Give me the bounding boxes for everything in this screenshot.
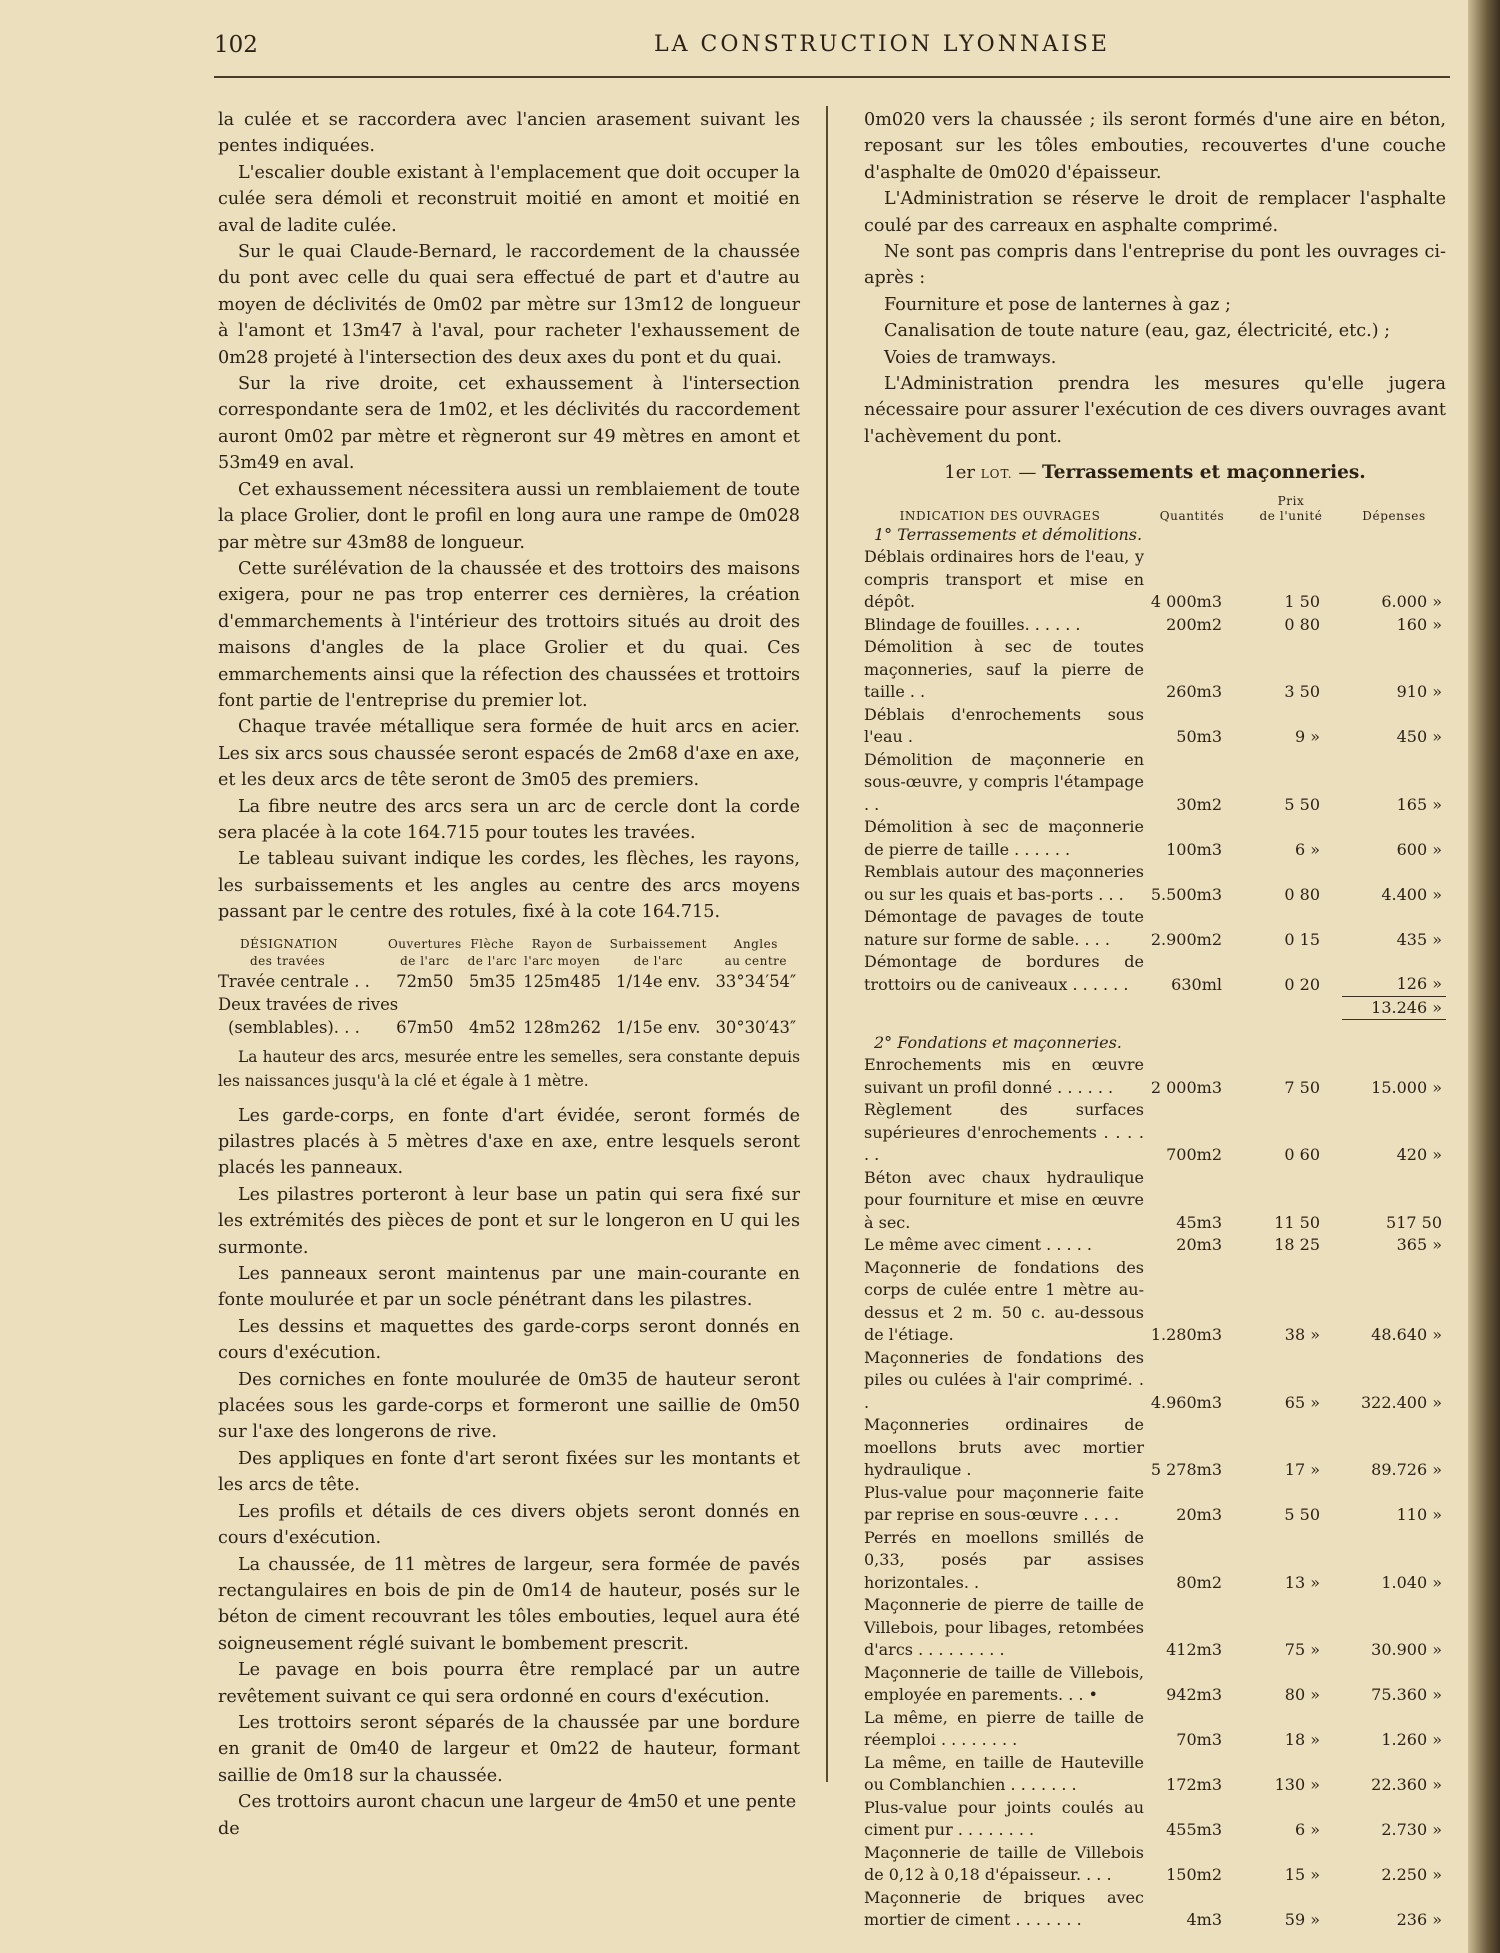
fleche-value: 4m52 xyxy=(468,1017,516,1037)
paragraph: Cet exhaussement nécessitera aussi un remblaiement de toute la place Grolier, dont le profil en long aura une rampe de 0m028 par mètre sur 43m88 de longueur. xyxy=(218,479,800,553)
unit-price-value: 7 50 xyxy=(1284,1077,1320,1097)
quantity-value: 260m3 xyxy=(1166,682,1222,702)
expense-value: 126 » xyxy=(1396,974,1442,994)
table-row xyxy=(856,861,1446,906)
header-surbaissement-2: de l'arc xyxy=(633,953,683,968)
table-row xyxy=(856,1527,1446,1595)
work-description: Enrochements mis en œuvre suivant un profil donné . . . . . . xyxy=(864,1055,1144,1097)
quantity-value: 50m3 xyxy=(1176,727,1222,747)
quantity-value: 5 278m3 xyxy=(1150,1460,1222,1480)
header-rayon-2: l'arc moyen xyxy=(523,953,601,968)
paragraph: Les trottoirs seront séparés de la chaussée par une bordure en granit de 0m40 de largeur et 0m22 de hauteur, formant saillie de 0m18 sur la chaussée. xyxy=(218,1712,800,1786)
unit-price-value: 9 » xyxy=(1294,727,1320,747)
expense-value: 48.640 » xyxy=(1371,1325,1442,1345)
spacer-row xyxy=(856,1020,1446,1032)
left-column xyxy=(218,107,800,1842)
unit-price-value: 13 » xyxy=(1284,1572,1320,1592)
expense-value: 420 » xyxy=(1396,1145,1442,1165)
total-spacer xyxy=(1144,996,1240,1020)
table-row xyxy=(856,1234,1446,1257)
table-row xyxy=(856,1752,1446,1797)
work-description: Déblais ordinaires hors de l'eau, y compris transport et mise en dépôt. xyxy=(864,547,1144,612)
work-description: Démontage de bordures de trottoirs ou de caniveaux . . . . . . xyxy=(864,952,1144,994)
header-angles: Angles xyxy=(733,936,778,951)
table-row xyxy=(856,546,1446,614)
expense-value: 110 » xyxy=(1396,1505,1442,1525)
works-table xyxy=(856,494,1446,1932)
unit-price-value: 18 25 xyxy=(1274,1235,1320,1255)
header-ouvertures: Ouvertures xyxy=(387,936,462,951)
header-quantites: Quantités xyxy=(1159,508,1225,523)
paragraph: La chaussée, de 11 mètres de largeur, sera formée de pavés rectangulaires en bois de pin de 0m14 de hauteur, posés sur le béton de ciment recouvrant les tôles embouties, lequel aura été soigneusement réglé suivant le bombement prescrit. xyxy=(218,1554,800,1654)
work-description: Démontage de pavages de toute nature sur forme de sable. . . . xyxy=(864,907,1144,949)
rayon-value: 125m485 xyxy=(523,971,602,991)
paragraph: Des appliques en fonte d'art seront fixées sur les montants et les arcs de tête. xyxy=(218,1448,800,1496)
expense-value: 236 » xyxy=(1396,1910,1442,1930)
works-table-header xyxy=(856,509,1446,524)
paragraph: Des corniches en fonte moulurée de 0m35 de hauteur seront placées sous les garde-corps et formeront une saillie de 0m50 sur l'axe des longerons de rive. xyxy=(218,1369,800,1443)
table-row xyxy=(856,951,1446,996)
table-row xyxy=(856,749,1446,817)
expense-value: 30.900 » xyxy=(1371,1640,1442,1660)
expense-value: 910 » xyxy=(1396,682,1442,702)
quantity-value: 80m2 xyxy=(1176,1572,1222,1592)
unit-price-value: 38 » xyxy=(1284,1325,1320,1345)
works-table-header xyxy=(856,494,1446,509)
table-row xyxy=(856,1482,1446,1527)
quantity-value: 1.280m3 xyxy=(1150,1325,1222,1345)
unit-price-value: 130 » xyxy=(1274,1775,1320,1795)
work-description: Maçonnerie de briques avec mortier de ciment . . . . . . . xyxy=(864,1887,1144,1930)
quantity-value: 630ml xyxy=(1171,974,1222,994)
section-heading: 1° Terrassements et démolitions. xyxy=(874,524,1143,544)
expense-value: 322.400 » xyxy=(1360,1392,1442,1412)
table-note: La hauteur des arcs, mesurée entre les semelles, sera constante depuis les naissances jusqu'à la clé et égale à 1 mètre. xyxy=(218,1047,800,1090)
fleche-value: 5m35 xyxy=(468,971,516,991)
table-row xyxy=(856,614,1446,637)
table-row xyxy=(856,1054,1446,1099)
quantity-value: 45m3 xyxy=(1176,1212,1222,1232)
work-description: Le même avec ciment . . . . . xyxy=(864,1235,1092,1255)
section-row xyxy=(856,1032,1446,1055)
quantity-value: 20m3 xyxy=(1176,1505,1222,1525)
work-description: La même, en taille de Hauteville ou Comblanchien . . . . . . . xyxy=(864,1752,1144,1795)
travee-name: Travée centrale . . xyxy=(218,971,370,991)
table-row xyxy=(856,636,1446,704)
paragraph: Les pilastres porteront à leur base un patin qui sera fixé sur les extrémités des pièces de pont et sur le longeron en U qui les surmonte. xyxy=(218,1184,800,1258)
table-row xyxy=(856,1167,1446,1235)
unit-price-value: 3 50 xyxy=(1284,682,1320,702)
header-indication: INDICATION DES OUVRAGES xyxy=(899,508,1101,523)
table-row xyxy=(856,1842,1446,1887)
expense-value: 165 » xyxy=(1396,794,1442,814)
table-row xyxy=(856,1887,1446,1932)
surbaissement-value: 1/15e env. xyxy=(616,1017,701,1037)
section-heading: 2° Fondations et maçonneries. xyxy=(874,1032,1122,1052)
unit-price-value: 6 » xyxy=(1294,1820,1320,1840)
quantity-value: 4 000m3 xyxy=(1150,592,1222,612)
quantity-value: 5.500m3 xyxy=(1150,884,1222,904)
work-description: Maçonnerie de taille de Villebois de 0,12 à 0,18 d'épaisseur. . . . xyxy=(864,1842,1144,1885)
book-gutter-shadow xyxy=(1468,0,1500,1953)
expense-value: 365 » xyxy=(1396,1235,1442,1255)
quantity-value: 150m2 xyxy=(1166,1865,1222,1885)
paragraph: Le tableau suivant indique les cordes, les flèches, les rayons, les surbaissements et les angles au centre des arcs moyens passant par le centre des rotules, fixé à la cote 164.715. xyxy=(218,849,800,923)
expense-value: 517 50 xyxy=(1386,1212,1442,1232)
table-row xyxy=(856,1797,1446,1842)
work-description: Plus-value pour joints coulés au ciment pur . . . . . . . . xyxy=(864,1797,1144,1840)
surbaissement-value: 1/14e env. xyxy=(616,971,701,991)
work-description: Maçonneries de fondations des piles ou culées à l'air comprimé. . . xyxy=(864,1347,1144,1412)
arcs-table xyxy=(218,936,800,1039)
header-designation-2: des travées xyxy=(250,953,326,968)
expense-value: 435 » xyxy=(1396,929,1442,949)
arcs-table-header xyxy=(218,936,800,953)
work-description: Béton avec chaux hydraulique pour fourniture et mise en œuvre à sec. xyxy=(864,1167,1144,1232)
header-ouvertures-2: de l'arc xyxy=(400,953,450,968)
quantity-value: 200m2 xyxy=(1166,614,1222,634)
paragraph: Les profils et détails de ces divers objets seront donnés en cours d'exécution. xyxy=(218,1501,800,1549)
expense-value: 160 » xyxy=(1396,614,1442,634)
expense-value: 450 » xyxy=(1396,727,1442,747)
header-rule xyxy=(214,76,1450,78)
work-description: Blindage de fouilles. . . . . . xyxy=(864,614,1081,634)
unit-price-value: 0 20 xyxy=(1284,974,1320,994)
expense-value: 15.000 » xyxy=(1371,1077,1442,1097)
expense-value: 2.730 » xyxy=(1381,1820,1442,1840)
work-description: Maçonnerie de taille de Villebois, employée en parements. . . • xyxy=(864,1662,1144,1705)
table-row xyxy=(856,816,1446,861)
list-item: Voies de tramways. xyxy=(884,347,1057,368)
quantity-value: 2 000m3 xyxy=(1150,1077,1222,1097)
paragraph: L'Administration prendra les mesures qu'elle jugera nécessaire pour assurer l'exécution de ces divers ouvrages avant l'achèvement du pont. xyxy=(864,374,1446,447)
quantity-value: 942m3 xyxy=(1166,1685,1222,1705)
paragraph: La fibre neutre des arcs sera un arc de cercle dont la corde sera placée à la cote 164.715 pour toutes les travées. xyxy=(218,796,800,843)
work-description: Plus-value pour maçonnerie faite par reprise en sous-œuvre . . . . xyxy=(864,1482,1144,1525)
table-row xyxy=(856,1662,1446,1707)
unit-price-value: 0 60 xyxy=(1284,1145,1320,1165)
quantity-value: 455m3 xyxy=(1166,1820,1222,1840)
list-item: Fourniture et pose de lanternes à gaz ; xyxy=(884,294,1231,315)
travee-name: (semblables). . . xyxy=(228,1017,360,1037)
rayon-value: 128m262 xyxy=(523,1017,602,1037)
page-number: 102 xyxy=(214,32,258,58)
quantity-value: 2.900m2 xyxy=(1150,929,1222,949)
paragraph: la culée et se raccordera avec l'ancien arasement suivant les pentes indiquées. xyxy=(218,110,800,157)
spacer-cell xyxy=(856,1020,1144,1032)
quantity-value: 172m3 xyxy=(1166,1775,1222,1795)
table-row xyxy=(856,1414,1446,1482)
unit-price-value: 11 50 xyxy=(1274,1212,1320,1232)
quantity-value: 100m3 xyxy=(1166,839,1222,859)
work-description: Maçonneries ordinaires de moellons bruts avec mortier hydraulique . xyxy=(864,1415,1144,1480)
lot-title xyxy=(864,460,1446,487)
paragraph: Ne sont pas compris dans l'entreprise du pont les ouvrages ci-après : xyxy=(864,242,1446,289)
expense-value: 2.250 » xyxy=(1381,1865,1442,1885)
paragraph: L'Administration se réserve le droit de remplacer l'asphalte coulé par des carreaux en asphalte comprimé. xyxy=(864,189,1446,236)
expense-value: 1.040 » xyxy=(1381,1572,1442,1592)
quantity-value: 30m2 xyxy=(1176,794,1222,814)
unit-price-value: 65 » xyxy=(1284,1392,1320,1412)
lot-word: LOT. xyxy=(980,467,1013,482)
unit-price-value: 1 50 xyxy=(1284,592,1320,612)
header-rayon: Rayon de xyxy=(531,936,593,951)
work-description: Déblais d'enrochements sous l'eau . xyxy=(864,704,1144,747)
header-angles-2: au centre xyxy=(724,953,787,968)
quantity-value: 20m3 xyxy=(1176,1235,1222,1255)
paragraph: Sur le quai Claude-Bernard, le raccordement de la chaussée du pont avec celle du quai sera effectué de part et d'autre au moyen de déclivités de 0m02 par mètre sur 13m12 de longueur à l'amont et 13m47 à l'aval, pour racheter l'exhaussement de 0m28 projeté à l'intersection des deux axes du pont et du quai. xyxy=(218,242,800,368)
lot-number: 1er xyxy=(944,462,975,484)
paragraph: Chaque travée métallique sera formée de huit arcs en acier. Les six arcs sous chaussée seront espacés de 2m68 d'axe en axe, et les deux arcs de tête seront de 3m05 des premiers. xyxy=(218,717,800,791)
unit-price-value: 6 » xyxy=(1294,839,1320,859)
paragraph: Ces trottoirs auront chacun une largeur de 4m50 et une pente de xyxy=(218,1792,797,1839)
work-description: Remblais autour des maçonneries ou sur les quais et bas-ports . . . xyxy=(864,862,1144,904)
table-row xyxy=(856,1347,1446,1415)
paragraph: 0m020 vers la chaussée ; ils seront formés d'une aire en béton, reposant sur les tôles embouties, recouvertes d'une couche d'asphalte de 0m020 d'épaisseur. xyxy=(864,110,1446,183)
lot-dash: — xyxy=(1018,462,1037,484)
unit-price-value: 59 » xyxy=(1284,1910,1320,1930)
header-depenses: Dépenses xyxy=(1362,508,1426,523)
ouverture-value: 72m50 xyxy=(396,971,454,991)
list-item: Canalisation de toute nature (eau, gaz, électricité, etc.) ; xyxy=(884,321,1391,342)
table-row xyxy=(856,1099,1446,1167)
expense-value: 4.400 » xyxy=(1381,884,1442,904)
section-row xyxy=(856,524,1446,547)
unit-price-value: 0 80 xyxy=(1284,614,1320,634)
unit-price-value: 75 » xyxy=(1284,1640,1320,1660)
work-description: Perrés en moellons smillés de 0,33, posés par assises horizontales. . xyxy=(864,1527,1144,1592)
table-row xyxy=(218,1016,800,1039)
column-separator xyxy=(826,106,828,1782)
table-row xyxy=(218,970,800,993)
work-description: Démolition de maçonnerie en sous-œuvre, y compris l'étampage . . xyxy=(864,749,1144,814)
travee-name: Deux travées de rives xyxy=(218,994,399,1014)
lot-heading: Terrassements et maçonneries. xyxy=(1042,462,1366,484)
unit-price-value: 17 » xyxy=(1284,1460,1320,1480)
quantity-value: 4m3 xyxy=(1186,1910,1222,1930)
quantity-value: 70m3 xyxy=(1176,1730,1222,1750)
expense-value: 600 » xyxy=(1396,839,1442,859)
work-description: Maçonnerie de pierre de taille de Villebois, pour libages, retombées d'arcs . . . . . . . . . xyxy=(864,1595,1144,1660)
unit-price-value: 5 50 xyxy=(1284,1505,1320,1525)
header-prix-unite: de l'unité xyxy=(1259,508,1323,523)
table-row xyxy=(856,1707,1446,1752)
paragraph: Les garde-corps, en fonte d'art évidée, seront formés de pilastres placés à 5 mètres d'axe en axe, entre lesquels seront placés les panneaux. xyxy=(218,1105,800,1179)
unit-price-value: 15 » xyxy=(1284,1865,1320,1885)
unit-price-value: 0 80 xyxy=(1284,884,1320,904)
unit-price-value: 0 15 xyxy=(1284,929,1320,949)
angle-value: 30°30′43″ xyxy=(715,1017,797,1037)
total-spacer xyxy=(1240,996,1342,1020)
quantity-value: 700m2 xyxy=(1166,1145,1222,1165)
right-column xyxy=(864,107,1446,1932)
header-designation: DÉSIGNATION xyxy=(240,936,339,951)
angle-value: 33°34′54″ xyxy=(715,971,797,991)
header-fleche: Flèche xyxy=(470,936,515,951)
table-row xyxy=(856,704,1446,749)
header-fleche-2: de l'arc xyxy=(467,953,517,968)
total-row xyxy=(856,996,1446,1020)
paragraph: Sur la rive droite, cet exhaussement à l'intersection correspondante sera de 1m02, et les déclivités du raccordement auront 0m02 par mètre et règneront sur 49 mètres en amont et 53m49 en aval. xyxy=(218,374,800,474)
table-row xyxy=(856,1594,1446,1662)
page-header xyxy=(214,28,1444,72)
section-total: 13.246 » xyxy=(1342,996,1446,1020)
paragraph: Le pavage en bois pourra être remplacé par un autre revêtement suivant ce qui sera ordonné en cours d'exécution. xyxy=(218,1660,800,1707)
header-surbaissement: Surbaissement xyxy=(609,936,707,951)
work-description: La même, en pierre de taille de réemploi . . . . . . . . xyxy=(864,1707,1144,1750)
ouverture-value: 67m50 xyxy=(396,1017,454,1037)
unit-price-value: 80 » xyxy=(1284,1685,1320,1705)
paragraph: L'escalier double existant à l'emplacement que doit occuper la culée sera démoli et reconstruit moitié en amont et moitié en aval de ladite culée. xyxy=(218,162,800,236)
running-title: LA CONSTRUCTION LYONNAISE xyxy=(654,32,1110,57)
paragraph: Les dessins et maquettes des garde-corps seront donnés en cours d'exécution. xyxy=(218,1316,800,1364)
unit-price-value: 18 » xyxy=(1284,1730,1320,1750)
expense-value: 22.360 » xyxy=(1371,1775,1442,1795)
expense-value: 6.000 » xyxy=(1381,592,1442,612)
expense-value: 75.360 » xyxy=(1371,1685,1442,1705)
table-row xyxy=(856,906,1446,951)
work-description: Démolition à sec de maçonnerie de pierre de taille . . . . . . xyxy=(864,817,1144,859)
header-prix: Prix xyxy=(1277,493,1305,508)
table-row xyxy=(218,993,800,1016)
work-description: Règlement des surfaces supérieures d'enrochements . . . . . . xyxy=(864,1100,1144,1165)
work-description: Démolition à sec de toutes maçonneries, sauf la pierre de taille . . xyxy=(864,637,1144,702)
work-description: Maçonnerie de fondations des corps de culée entre 1 mètre au-dessus et 2 m. 50 c. au-dessous de l'étiage. xyxy=(864,1257,1144,1345)
paragraph: Les panneaux seront maintenus par une main-courante en fonte moulurée et par un socle pénétrant dans les pilastres. xyxy=(218,1264,800,1311)
total-spacer xyxy=(856,996,1144,1020)
expense-value: 1.260 » xyxy=(1381,1730,1442,1750)
quantity-value: 4.960m3 xyxy=(1150,1392,1222,1412)
unit-price-value: 5 50 xyxy=(1284,794,1320,814)
quantity-value: 412m3 xyxy=(1166,1640,1222,1660)
expense-value: 89.726 » xyxy=(1371,1460,1442,1480)
arcs-table-header xyxy=(218,953,800,970)
paragraph: Cette surélévation de la chaussée et des trottoirs des maisons exigera, pour ne pas trop enterrer ces dernières, la création d'emmarchements à l'intérieur des trottoirs situés au droit des maisons d'angles de la place Grolier et du quai. Ces emmarchements ainsi que la réfection des chaussées et trottoirs font partie de l'entreprise du premier lot. xyxy=(218,558,800,711)
table-row xyxy=(856,1257,1446,1347)
